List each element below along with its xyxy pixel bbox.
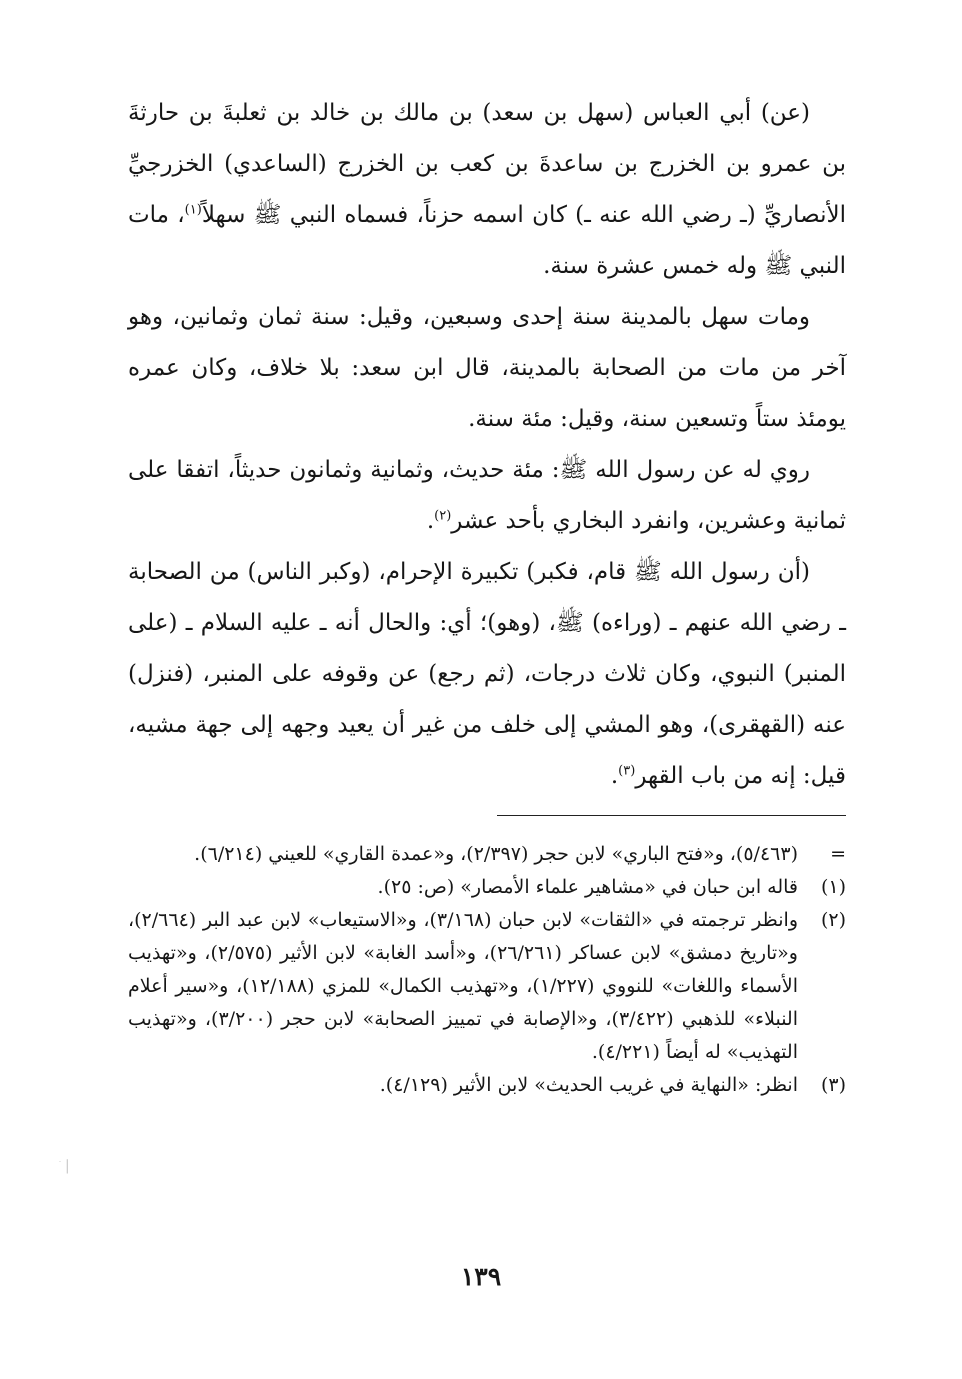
paragraph-4: [128, 547, 846, 802]
footnote-3: [128, 1069, 846, 1102]
paragraph-2-text: ومات سهل بالمدينة سنة إحدى وسبعين، وقيل: سنة ثمان وثمانين، وهو آخر من مات من الصحابة بالمدينة، قال ابن سعد: بلا خلاف، وكان عمره يومئذ ستاً وتسعين سنة، وقيل: مئة سنة.: [128, 304, 846, 432]
footnotes: [128, 838, 846, 1102]
footnote-2: [128, 904, 846, 1069]
footnote-2-text: وانظر ترجمته في «الثقات» لابن حبان (٣/١٦٨)، و«الاستيعاب» لابن عبد البر (٢/٦٦٤)، و«تاريخ دمشق» لابن عساكر (٢٦/٢٦١)، و«أسد الغابة» لابن الأثير (٢/٥٧٥)، و«تهذيب الأسماء واللغات» للنووي (١/٢٢٧)، و«تهذيب الكمال» للمزي (١٢/١٨٨)، و«سير أعلام النبلاء» للذهبي (٣/٤٢٢)، و«الإصابة في تمييز الصحابة» لابن حجر (٣/٢٠٠)، و«تهذيب التهذيب» له أيضاً (٤/٢٢١).: [128, 909, 799, 1063]
footnote-1-number: (١): [820, 876, 846, 898]
main-text: [128, 88, 846, 802]
footnote-1: [128, 871, 846, 904]
footnote-3-text: انظر: «النهاية في غريب الحديث» لابن الأثير (٤/١٢٩).: [379, 1074, 798, 1096]
paragraph-3: [128, 445, 846, 547]
footnote-divider: [497, 815, 846, 816]
footnote-marker-1: (١): [184, 202, 202, 218]
footnote-3-number: (٣): [820, 1074, 846, 1096]
footnote-continuation-text: (٥/٤٦٣)، و«فتح الباري» لابن حجر (٢/٣٩٧)، و«عمدة القاري» للعيني (٦/٢١٤).: [194, 843, 798, 865]
footnote-marker-2: (٢): [434, 508, 452, 524]
page-number: ١٣٩: [460, 1262, 502, 1291]
footnote-marker-3: (٣): [618, 763, 636, 779]
paragraph-3-text: روي له عن رسول الله ﷺ: مئة حديث، وثمانية وثمانون حديثاً، اتفقا على ثمانية وعشرين، وانفرد البخاري بأحد عشر: [128, 457, 846, 534]
paragraph-4-text: (أن رسول الله ﷺ قام، فكبر) تكبيرة الإحرام، (وكبر الناس) من الصحابة ـ رضي الله عنهم ـ (وراءه) ﷺ، (وهو)؛ أي: والحال أنه ـ عليه السلام ـ (على المنبر) النبوي، وكان ثلاث درجات، (ثم رجع) عن وقوفه على المنبر، (فنزل) عنه (القهقرى)، وهو المشي إلى خلف من غير أن يعيد وجهه إلى جهة مشيه، قيل: إنه من باب القهر: [128, 559, 846, 789]
footnote-continuation-mark: =: [830, 843, 846, 865]
paragraph-3-period: .: [426, 508, 435, 534]
scan-mark: ׄ ׀: [60, 1160, 71, 1174]
paragraph-2: [128, 292, 846, 445]
footnote-1-text: قاله ابن حبان في «مشاهير علماء الأمصار» (ص: ٢٥).: [377, 876, 798, 898]
paragraph-1-tail: ، مات النبي ﷺ وله خمس عشرة سنة.: [128, 202, 846, 279]
footnote-2-number: (٢): [820, 909, 846, 931]
paragraph-1: [128, 88, 846, 292]
footnote-continuation: [128, 838, 846, 871]
paragraph-4-period: .: [610, 763, 619, 789]
paragraph-1-text: (عن) أبي العباس (سهل بن سعد) بن مالك بن خالد بن ثعلبةَ بن حارثةَ بن عمرو بن الخزرج بن ساعدةَ بن كعب بن الخزرج (الساعدي) الخزرجيِّ الأنصاريِّ (ـ رضي الله عنه ـ) كان اسمه حزناً، فسماه النبي ﷺ سهلاً: [128, 100, 846, 228]
